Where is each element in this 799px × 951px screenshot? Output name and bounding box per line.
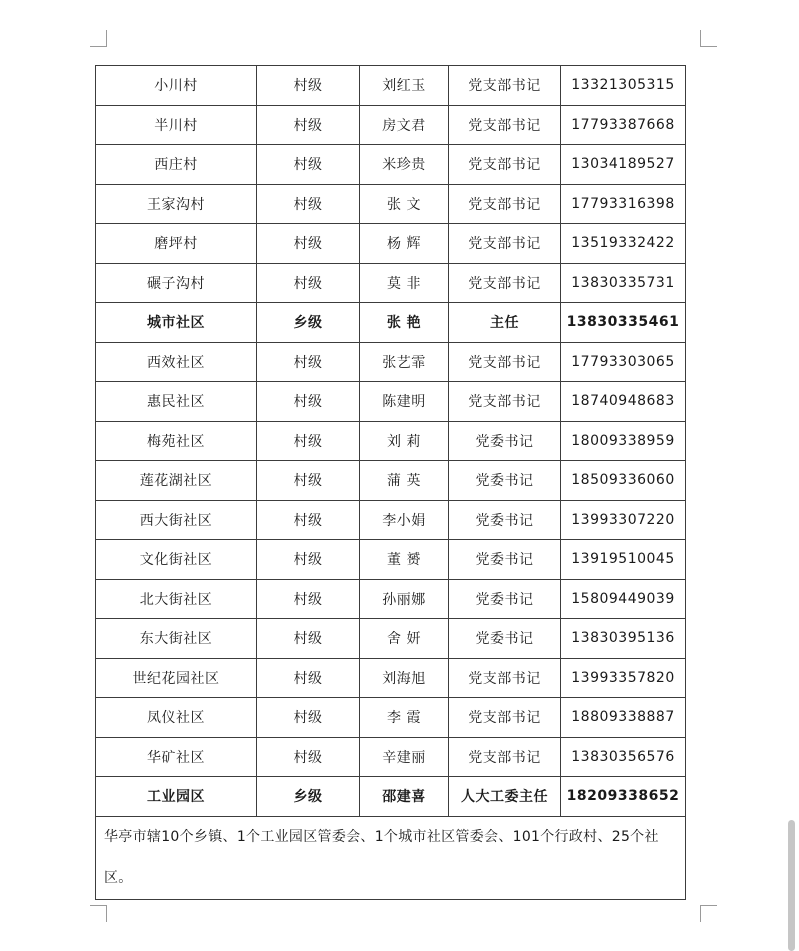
cell-title: 人大工委主任 — [449, 777, 561, 817]
cell-phone: 17793316398 — [561, 184, 686, 224]
cell-title: 党委书记 — [449, 540, 561, 580]
cell-name: 磨坪村 — [96, 224, 257, 264]
cell-name: 西效社区 — [96, 342, 257, 382]
cell-name: 西庄村 — [96, 145, 257, 185]
cell-name: 世纪花园社区 — [96, 658, 257, 698]
cell-title: 主任 — [449, 303, 561, 343]
cell-person: 房文君 — [360, 105, 449, 145]
cell-name: 华矿社区 — [96, 737, 257, 777]
cell-phone: 18009338959 — [561, 421, 686, 461]
cell-phone: 18209338652 — [561, 777, 686, 817]
cell-name: 小川村 — [96, 66, 257, 106]
cell-phone: 13830335731 — [561, 263, 686, 303]
cell-phone: 15809449039 — [561, 579, 686, 619]
table-row — [96, 382, 686, 422]
table-row — [96, 105, 686, 145]
cell-title: 党支部书记 — [449, 737, 561, 777]
vertical-scrollbar[interactable] — [788, 820, 795, 951]
table-row — [96, 66, 686, 106]
cell-level: 村级 — [257, 500, 360, 540]
cell-title: 党委书记 — [449, 500, 561, 540]
cell-level: 村级 — [257, 224, 360, 264]
table-row — [96, 619, 686, 659]
table-row — [96, 145, 686, 185]
cell-person: 刘 莉 — [360, 421, 449, 461]
cell-level: 村级 — [257, 66, 360, 106]
table-row — [96, 224, 686, 264]
cell-title: 党支部书记 — [449, 342, 561, 382]
cell-title: 党支部书记 — [449, 698, 561, 738]
cell-phone: 13830335461 — [561, 303, 686, 343]
cell-name: 东大街社区 — [96, 619, 257, 659]
cell-person: 米珍贵 — [360, 145, 449, 185]
cell-title: 党委书记 — [449, 421, 561, 461]
cell-level: 村级 — [257, 421, 360, 461]
cell-phone: 13830395136 — [561, 619, 686, 659]
table-row — [96, 698, 686, 738]
table-row — [96, 540, 686, 580]
cell-phone: 18509336060 — [561, 461, 686, 501]
cell-name: 半川村 — [96, 105, 257, 145]
cell-person: 舍 妍 — [360, 619, 449, 659]
cell-name: 碾子沟村 — [96, 263, 257, 303]
roster-body — [96, 66, 686, 900]
cell-phone: 18809338887 — [561, 698, 686, 738]
cell-person: 董 赟 — [360, 540, 449, 580]
cell-name: 文化街社区 — [96, 540, 257, 580]
cell-level: 乡级 — [257, 777, 360, 817]
page-corner-mark-bottom-right — [700, 905, 717, 922]
cell-level: 村级 — [257, 619, 360, 659]
table-row — [96, 184, 686, 224]
cell-person: 陈建明 — [360, 382, 449, 422]
cell-name: 工业园区 — [96, 777, 257, 817]
cell-title: 党委书记 — [449, 619, 561, 659]
cell-phone: 13993307220 — [561, 500, 686, 540]
cell-phone: 13919510045 — [561, 540, 686, 580]
cell-level: 村级 — [257, 658, 360, 698]
cell-level: 村级 — [257, 263, 360, 303]
cell-title: 党委书记 — [449, 461, 561, 501]
cell-title: 党支部书记 — [449, 224, 561, 264]
cell-level: 村级 — [257, 540, 360, 580]
table-row — [96, 342, 686, 382]
cell-phone: 17793387668 — [561, 105, 686, 145]
cell-level: 村级 — [257, 342, 360, 382]
cell-person: 蒲 英 — [360, 461, 449, 501]
cell-title: 党支部书记 — [449, 263, 561, 303]
cell-phone: 13519332422 — [561, 224, 686, 264]
cell-person: 张 文 — [360, 184, 449, 224]
cell-name: 惠民社区 — [96, 382, 257, 422]
cell-level: 村级 — [257, 698, 360, 738]
cell-title: 党支部书记 — [449, 658, 561, 698]
contact-roster-table — [95, 65, 686, 900]
cell-person: 李 霞 — [360, 698, 449, 738]
cell-name: 王家沟村 — [96, 184, 257, 224]
footer-row — [96, 816, 686, 899]
cell-person: 刘红玉 — [360, 66, 449, 106]
table-row — [96, 263, 686, 303]
cell-title: 党委书记 — [449, 579, 561, 619]
cell-level: 村级 — [257, 382, 360, 422]
cell-person: 张 艳 — [360, 303, 449, 343]
cell-name: 梅苑社区 — [96, 421, 257, 461]
cell-title: 党支部书记 — [449, 184, 561, 224]
page-corner-mark-top-right — [700, 30, 717, 47]
table-row — [96, 421, 686, 461]
table-row — [96, 579, 686, 619]
cell-name: 北大街社区 — [96, 579, 257, 619]
cell-phone: 17793303065 — [561, 342, 686, 382]
table-row — [96, 461, 686, 501]
cell-level: 村级 — [257, 579, 360, 619]
cell-person: 邵建喜 — [360, 777, 449, 817]
cell-level: 村级 — [257, 184, 360, 224]
cell-phone: 13034189527 — [561, 145, 686, 185]
table-row — [96, 777, 686, 817]
cell-phone: 13993357820 — [561, 658, 686, 698]
cell-person: 辛建丽 — [360, 737, 449, 777]
cell-title: 党支部书记 — [449, 66, 561, 106]
cell-phone: 13830356576 — [561, 737, 686, 777]
cell-level: 村级 — [257, 461, 360, 501]
cell-person: 刘海旭 — [360, 658, 449, 698]
page-corner-mark-top-left — [90, 30, 107, 47]
table-row — [96, 303, 686, 343]
cell-title: 党支部书记 — [449, 382, 561, 422]
cell-title: 党支部书记 — [449, 145, 561, 185]
cell-name: 西大街社区 — [96, 500, 257, 540]
cell-person: 张艺霏 — [360, 342, 449, 382]
cell-level: 乡级 — [257, 303, 360, 343]
cell-level: 村级 — [257, 737, 360, 777]
cell-person: 孙丽娜 — [360, 579, 449, 619]
cell-level: 村级 — [257, 145, 360, 185]
cell-phone: 18740948683 — [561, 382, 686, 422]
table-row — [96, 737, 686, 777]
cell-name: 凤仪社区 — [96, 698, 257, 738]
cell-person: 杨 辉 — [360, 224, 449, 264]
table-row — [96, 658, 686, 698]
cell-person: 莫 非 — [360, 263, 449, 303]
cell-phone: 13321305315 — [561, 66, 686, 106]
cell-level: 村级 — [257, 105, 360, 145]
table-row — [96, 500, 686, 540]
cell-name: 城市社区 — [96, 303, 257, 343]
cell-name: 莲花湖社区 — [96, 461, 257, 501]
cell-title: 党支部书记 — [449, 105, 561, 145]
cell-person: 李小娟 — [360, 500, 449, 540]
footer-note: 华亭市辖10个乡镇、1个工业园区管委会、1个城市社区管委会、101个行政村、25个社区。 — [96, 816, 686, 899]
page-corner-mark-bottom-left — [90, 905, 107, 922]
